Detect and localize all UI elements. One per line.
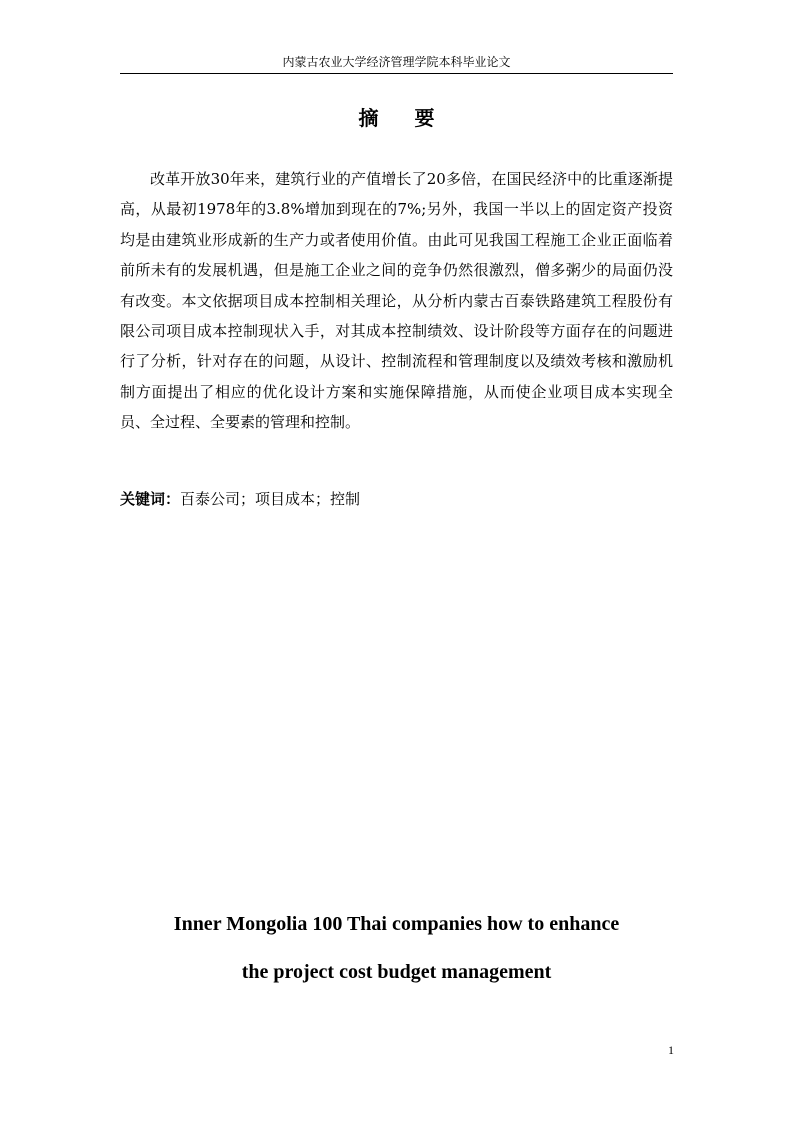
english-title-line-2: the project cost budget management xyxy=(241,961,552,983)
keywords-value: 百泰公司；项目成本；控制 xyxy=(180,490,361,508)
abstract-body: 改革开放30年来，建筑行业的产值增长了20多倍，在国民经济中的比重逐渐提高，从最初1978年的3.8%增加到现在的7%;另外，我国一半以上的固定资产投资均是由建筑业形成新的生产力或者使用价值。由此可见我国工程施工企业正面临着前所未有的发展机遇，但是施工企业之间的竞争仍然很激烈，僧多粥少的局面仍没有改变。本文依据项目成本控制相关理论，从分析内蒙古百泰铁路建筑工程股份有限公司项目成本控制现状入手，对其成本控制绩效、设计阶段等方面存在的问题进行了分析，针对存在的问题，从设计、控制流程和管理制度以及绩效考核和激励机制方面提出了相应的优化设计方案和实施保障措施，从而使企业项目成本实现全员、全过程、全要素的管理和控制。 xyxy=(120,170,673,432)
running-header: 内蒙古农业大学经济管理学院本科毕业论文 xyxy=(282,55,511,69)
english-title xyxy=(100,900,693,996)
header-divider xyxy=(120,73,673,74)
keywords xyxy=(120,484,673,514)
abstract-title: 摘要 xyxy=(358,106,471,130)
keywords-label: 关键词： xyxy=(120,490,181,508)
page-number: 1 xyxy=(668,1043,674,1057)
english-title-line-1: Inner Mongolia 100 Thai companies how to enhance xyxy=(173,913,620,935)
